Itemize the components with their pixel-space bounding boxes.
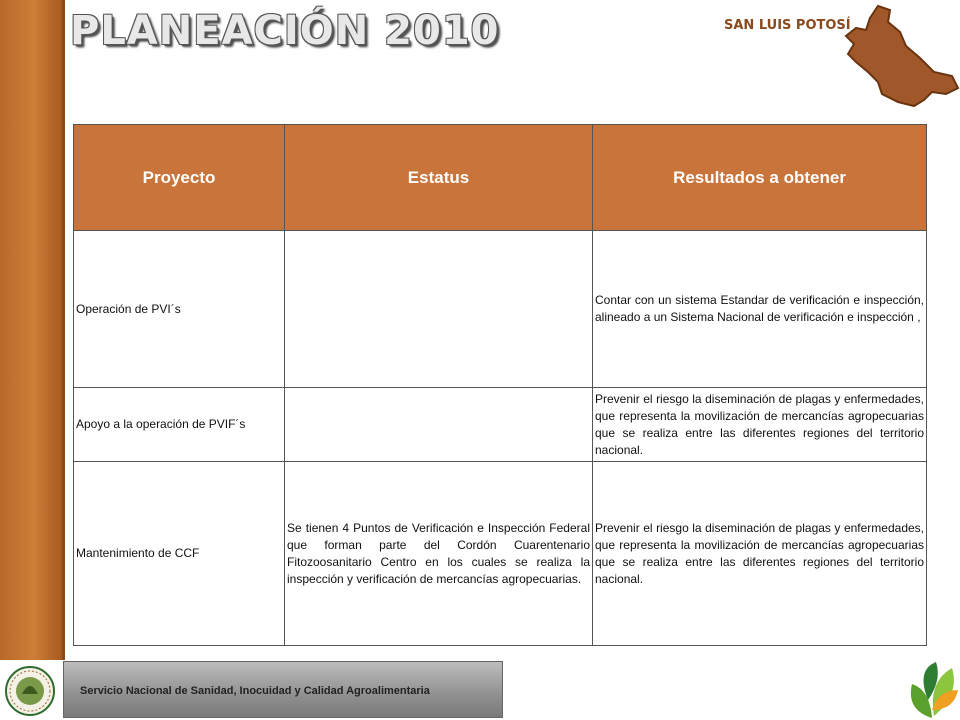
cell-resultados: Contar con un sistema Estandar de verificación e inspección, alineado a un Sistema Nacional de verificación e inspección , xyxy=(593,231,927,388)
table-header-row xyxy=(74,125,927,231)
header-proyecto: Proyecto xyxy=(74,125,285,231)
cell-resultados: Prevenir el riesgo la diseminación de plagas y enfermedades, que representa la movilización de mercancías agropecuarias que se realiza entre las diferentes regiones del territorio nacional. xyxy=(593,388,927,462)
cell-estatus xyxy=(285,231,593,388)
header-estatus: Estatus xyxy=(285,125,593,231)
cell-proyecto: Apoyo a la operación de PVIF´s xyxy=(74,388,285,462)
header-resultados: Resultados a obtener xyxy=(593,125,927,231)
left-decorative-bar xyxy=(0,0,62,660)
cell-resultados: Prevenir el riesgo la diseminación de plagas y enfermedades, que representa la movilización de mercancías agropecuarias que se realiza entre las diferentes regiones del territorio nacional. xyxy=(593,462,927,646)
footer-agency-name: Servicio Nacional de Sanidad, Inocuidad y Calidad Agroalimentaria xyxy=(80,685,430,697)
cell-estatus xyxy=(285,388,593,462)
state-name-label: SAN LUIS POTOSÍ xyxy=(724,18,851,33)
cell-estatus: Se tienen 4 Puntos de Verificación e Inspección Federal que forman parte del Cordón Cuarentenario Fitozoosanitario Centro en los cuales se realiza la inspección y verificación de mercancías agropecuarias. xyxy=(285,462,593,646)
senasica-seal-icon xyxy=(2,664,58,718)
table-row xyxy=(74,462,927,646)
table-row xyxy=(74,388,927,462)
table-row xyxy=(74,231,927,388)
leaf-logo-icon xyxy=(902,660,960,720)
planning-table xyxy=(73,124,927,646)
cell-proyecto: Mantenimiento de CCF xyxy=(74,462,285,646)
left-bar-edge xyxy=(62,0,65,660)
state-map-icon xyxy=(828,2,960,112)
page-title: PLANEACIÓN 2010 xyxy=(70,8,500,54)
cell-proyecto: Operación de PVI´s xyxy=(74,231,285,388)
